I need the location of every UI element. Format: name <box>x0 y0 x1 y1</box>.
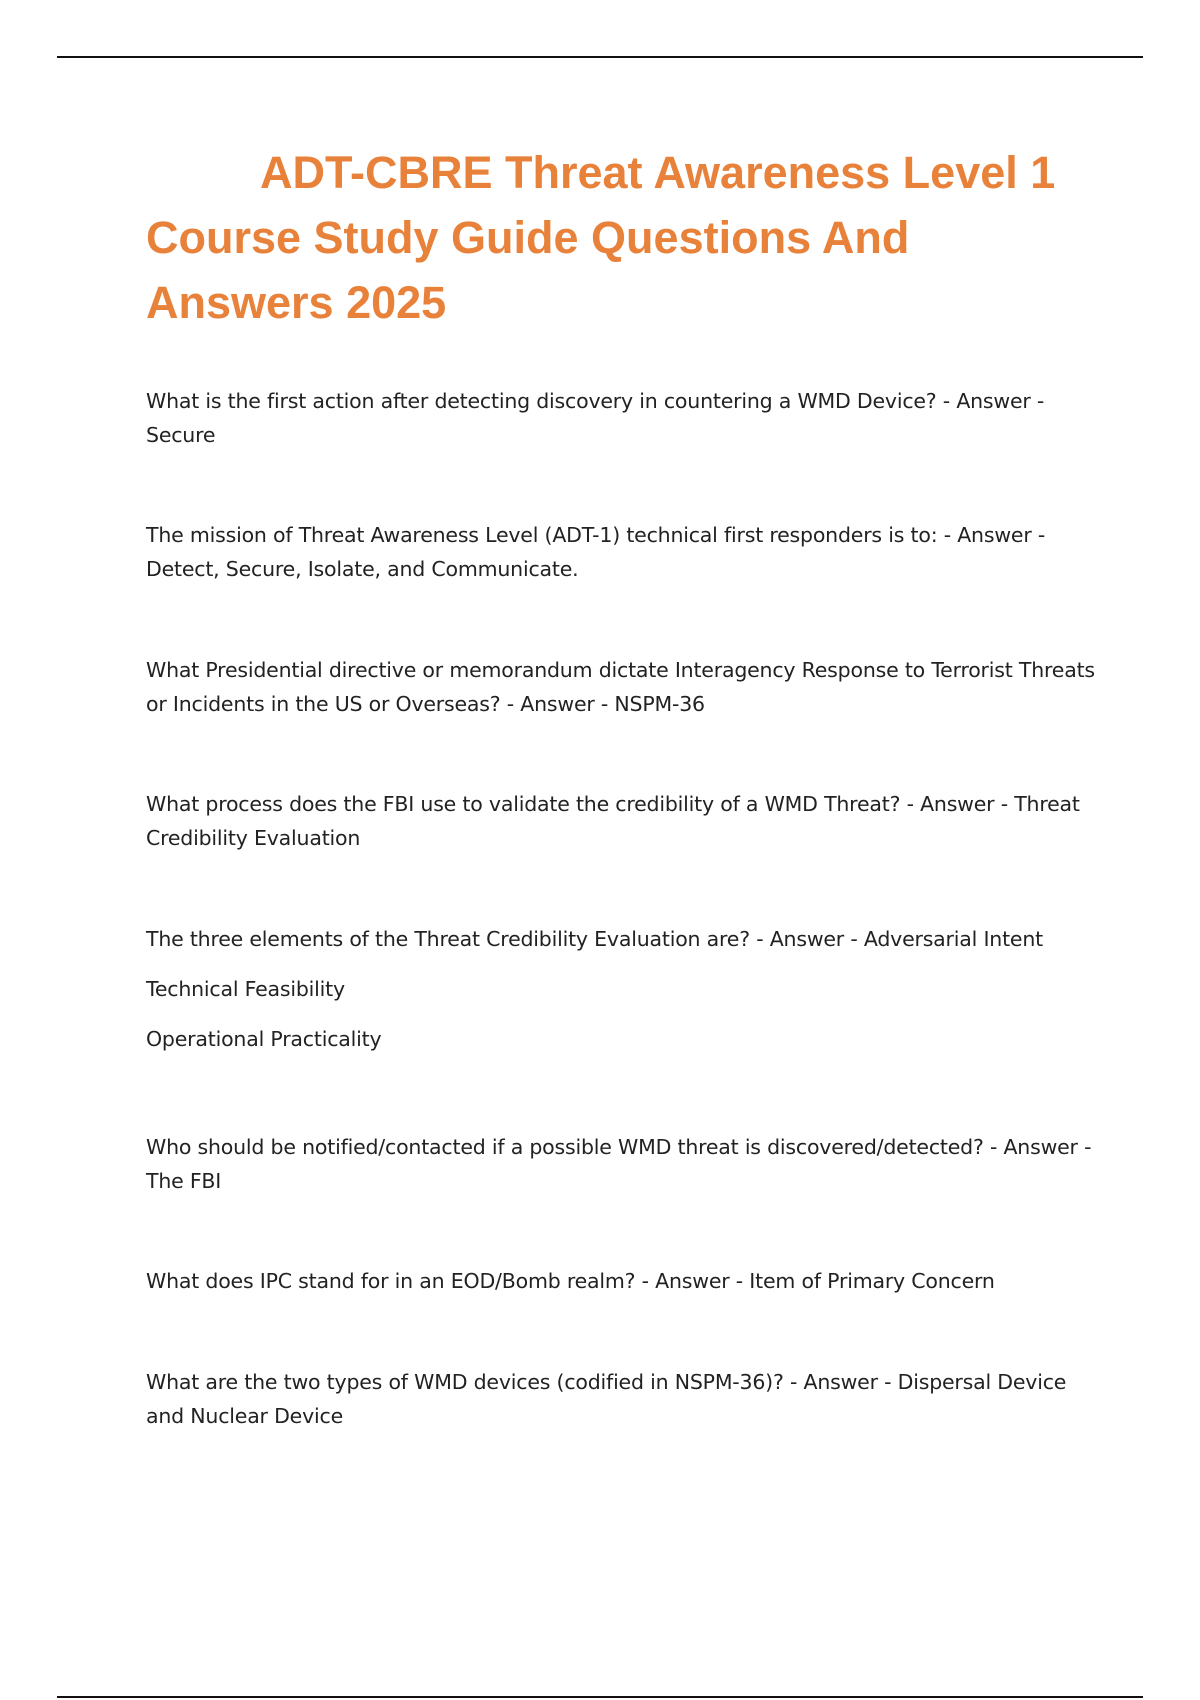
qa-text: Who should be notified/contacted if a possible WMD threat is discovered/detected? - Answer - The FBI <box>146 1135 1092 1193</box>
qa-text: What is the first action after detecting discovery in countering a WMD Device? - Answer - Secure <box>146 389 1045 447</box>
qa-extra-line: Operational Practicality <box>146 1027 382 1051</box>
header-rule <box>57 56 1143 58</box>
qa-item <box>146 787 1096 855</box>
qa-text: What process does the FBI use to validate the credibility of a WMD Threat? - Answer - Threat Credibility Evaluation <box>146 792 1080 850</box>
qa-item <box>146 1264 995 1298</box>
qa-item <box>146 384 1096 452</box>
qa-text: What Presidential directive or memorandum dictate Interagency Response to Terrorist Threats or Incidents in the US or Overseas? - Answer - NSPM-36 <box>146 658 1095 716</box>
qa-item <box>146 653 1096 721</box>
document-title: ADT-CBRE Threat Awareness Level 1 Course Study Guide Questions And Answers 2025 <box>146 147 1056 328</box>
qa-text: The three elements of the Threat Credibility Evaluation are? - Answer - Adversarial Intent <box>146 927 1043 951</box>
qa-extra-line: Technical Feasibility <box>146 977 345 1001</box>
qa-text: The mission of Threat Awareness Level (ADT-1) technical first responders is to: - Answer - Detect, Secure, Isolate, and Communicate. <box>146 523 1046 581</box>
qa-item <box>146 922 1043 1056</box>
qa-text: What does IPC stand for in an EOD/Bomb realm? - Answer - Item of Primary Concern <box>146 1269 995 1293</box>
footer-rule <box>57 1696 1143 1698</box>
qa-text: What are the two types of WMD devices (codified in NSPM-36)? - Answer - Dispersal Device and Nuclear Device <box>146 1370 1067 1428</box>
qa-item <box>146 1130 1096 1198</box>
qa-item <box>146 1365 1096 1433</box>
qa-item <box>146 518 1096 586</box>
